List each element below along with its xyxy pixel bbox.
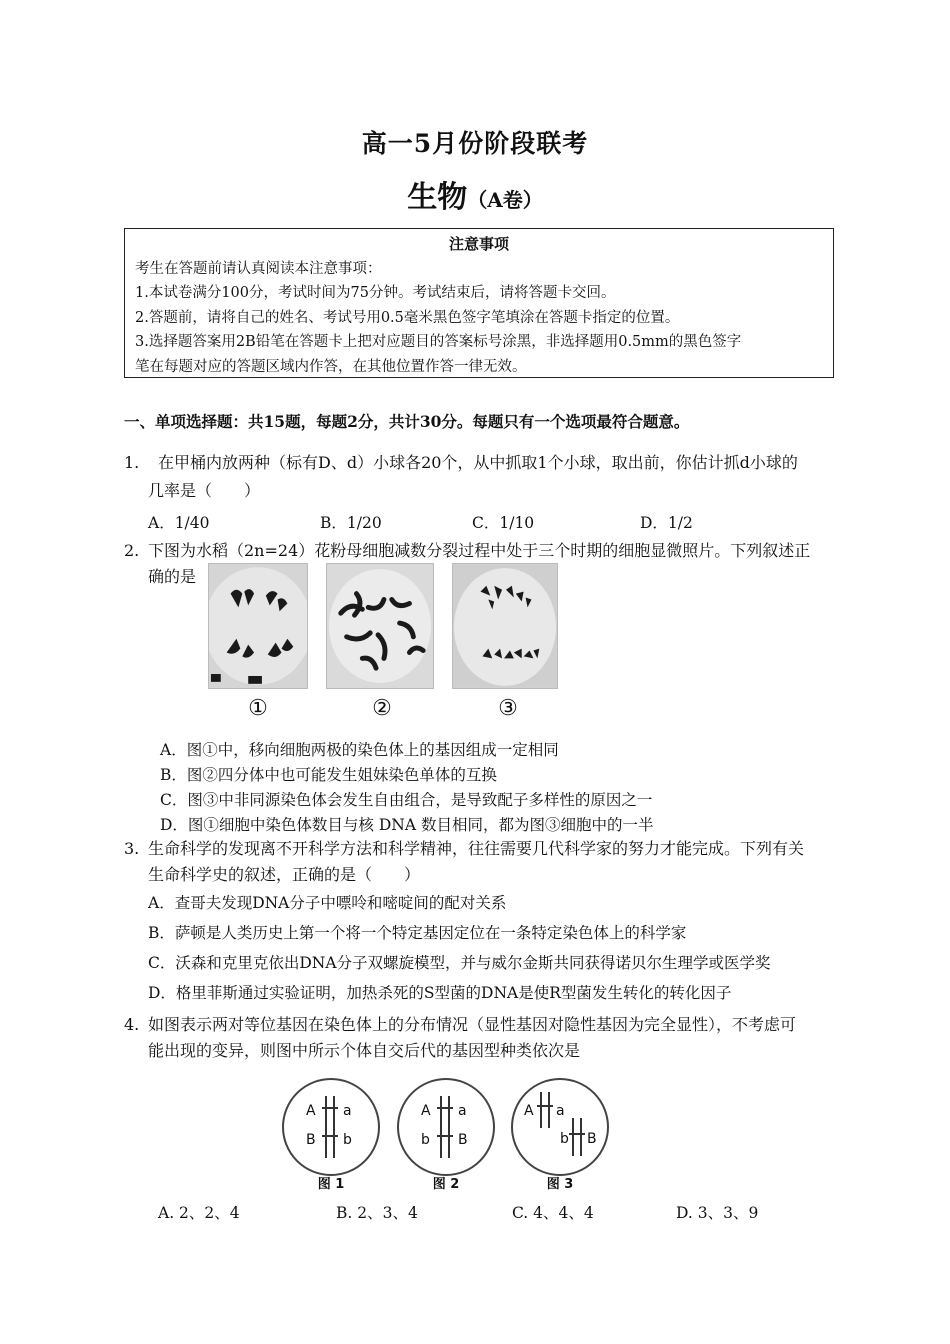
question-text: 几率是（ ） <box>148 481 261 500</box>
notice-line: 笔在每题对应的答题区域内作答，在其他位置作答一律无效。 <box>135 358 527 375</box>
option-a: A. 2、2、4 <box>158 1204 240 1222</box>
micrograph-2 <box>326 563 434 689</box>
option-c: C．1/10 <box>472 514 535 532</box>
option-b: B．图②四分体中也可能发生姐妹染色单体的互换 <box>160 766 497 784</box>
figure-label-1: ① <box>248 696 268 721</box>
figure-caption: 图 3 <box>546 1177 574 1192</box>
gene-label: a <box>343 1103 352 1119</box>
subject-name: 生物 <box>407 180 468 215</box>
exam-title: 高一5月份阶段联考 <box>361 129 589 158</box>
question-text: 确的是 <box>148 567 197 586</box>
figure-label-3: ③ <box>498 696 518 721</box>
option-c: C．图③中非同源染色体会发生自由组合，是导致配子多样性的原因之一 <box>160 791 653 809</box>
question-number: 2. <box>124 541 140 560</box>
paper-version: （A卷） <box>467 188 543 212</box>
gene-label: A <box>524 1103 534 1119</box>
gene-label: A <box>306 1103 316 1119</box>
option-d: D．图①细胞中染色体数目与核 DNA 数目相同，都为图③细胞中的一半 <box>160 816 654 834</box>
question-number: 4. <box>124 1015 140 1034</box>
gene-label: A <box>421 1103 431 1119</box>
notice-line: 2.答题前，请将自己的姓名、考试号用0.5毫米黑色签字笔填涂在答题卡指定的位置。 <box>135 309 680 326</box>
gene-label: b <box>560 1131 569 1147</box>
notice-line: 3.选择题答案用2B铅笔在答题卡上把对应题目的答案标号涂黑，非选择题用0.5mm的黑色签字 <box>135 334 742 350</box>
micrograph-1 <box>208 563 308 689</box>
question-text: 在甲桶内放两种（标有D、d）小球各20个，从中抓取1个小球，取出前，你估计抓d小球的 <box>158 453 798 472</box>
chromosome-pair-2 <box>397 1078 495 1176</box>
notice-line: 考生在答题前请认真阅读本注意事项： <box>135 260 382 277</box>
option-d: D. 3、3、9 <box>676 1204 759 1222</box>
option-b: B．萨顿是人类历史上第一个将一个特定基因定位在一条特定染色体上的科学家 <box>148 924 687 942</box>
gene-label: b <box>421 1132 430 1148</box>
figure-caption: 图 2 <box>432 1177 460 1192</box>
option-d: D．1/2 <box>640 514 693 532</box>
subject-title <box>0 172 950 216</box>
notice-title: 注意事项 <box>448 235 509 253</box>
figure-caption: 图 1 <box>317 1177 345 1192</box>
chromosome-pair-1 <box>282 1078 380 1176</box>
figure-label-2: ② <box>372 696 392 721</box>
question-text: 如图表示两对等位基因在染色体上的分布情况（显性基因对隐性基因为完全显性），不考虑可 <box>148 1015 797 1034</box>
gene-label: b <box>343 1132 352 1148</box>
question-number: 3. <box>124 839 140 858</box>
option-d: D．格里菲斯通过实验证明，加热杀死的S型菌的DNA是使R型菌发生转化的转化因子 <box>148 984 732 1002</box>
gene-label: B <box>458 1132 468 1148</box>
option-c: C．沃森和克里克依出DNA分子双螺旋模型，并与威尔金斯共同获得诺贝尔生理学或医学奖 <box>148 954 771 972</box>
option-c: C. 4、4、4 <box>512 1204 594 1222</box>
question-text: 生命科学史的叙述，正确的是（ ） <box>148 865 421 884</box>
question-text: 下图为水稻（2n=24）花粉母细胞减数分裂过程中处于三个时期的细胞显微照片。下列叙述正 <box>148 541 811 560</box>
option-b: B．1/20 <box>320 514 382 532</box>
question-number: 1. <box>124 453 140 472</box>
option-a: A．图①中，移向细胞两极的染色体上的基因组成一定相同 <box>160 741 559 759</box>
gene-label: a <box>458 1103 467 1119</box>
gene-label: B <box>587 1131 597 1147</box>
notice-line: 1.本试卷满分100分，考试时间为75分钟。考试结束后，请将答题卡交回。 <box>135 285 616 301</box>
option-b: B. 2、3、4 <box>336 1204 418 1222</box>
option-a: A．查哥夫发现DNA分子中嘌呤和嘧啶间的配对关系 <box>148 894 507 912</box>
micrograph-3 <box>452 563 558 689</box>
option-a: A．1/40 <box>148 514 210 532</box>
gene-label: B <box>306 1132 316 1148</box>
section-heading: 一、单项选择题：共15题，每题2分，共计30分。每题只有一个选项最符合题意。 <box>124 412 690 431</box>
gene-label: a <box>556 1103 565 1119</box>
notice-box <box>124 228 834 378</box>
question-text: 生命科学的发现离不开科学方法和科学精神，往往需要几代科学家的努力才能完成。下列有关 <box>148 839 805 858</box>
question-text: 能出现的变异，则图中所示个体自交后代的基因型种类依次是 <box>148 1041 581 1060</box>
